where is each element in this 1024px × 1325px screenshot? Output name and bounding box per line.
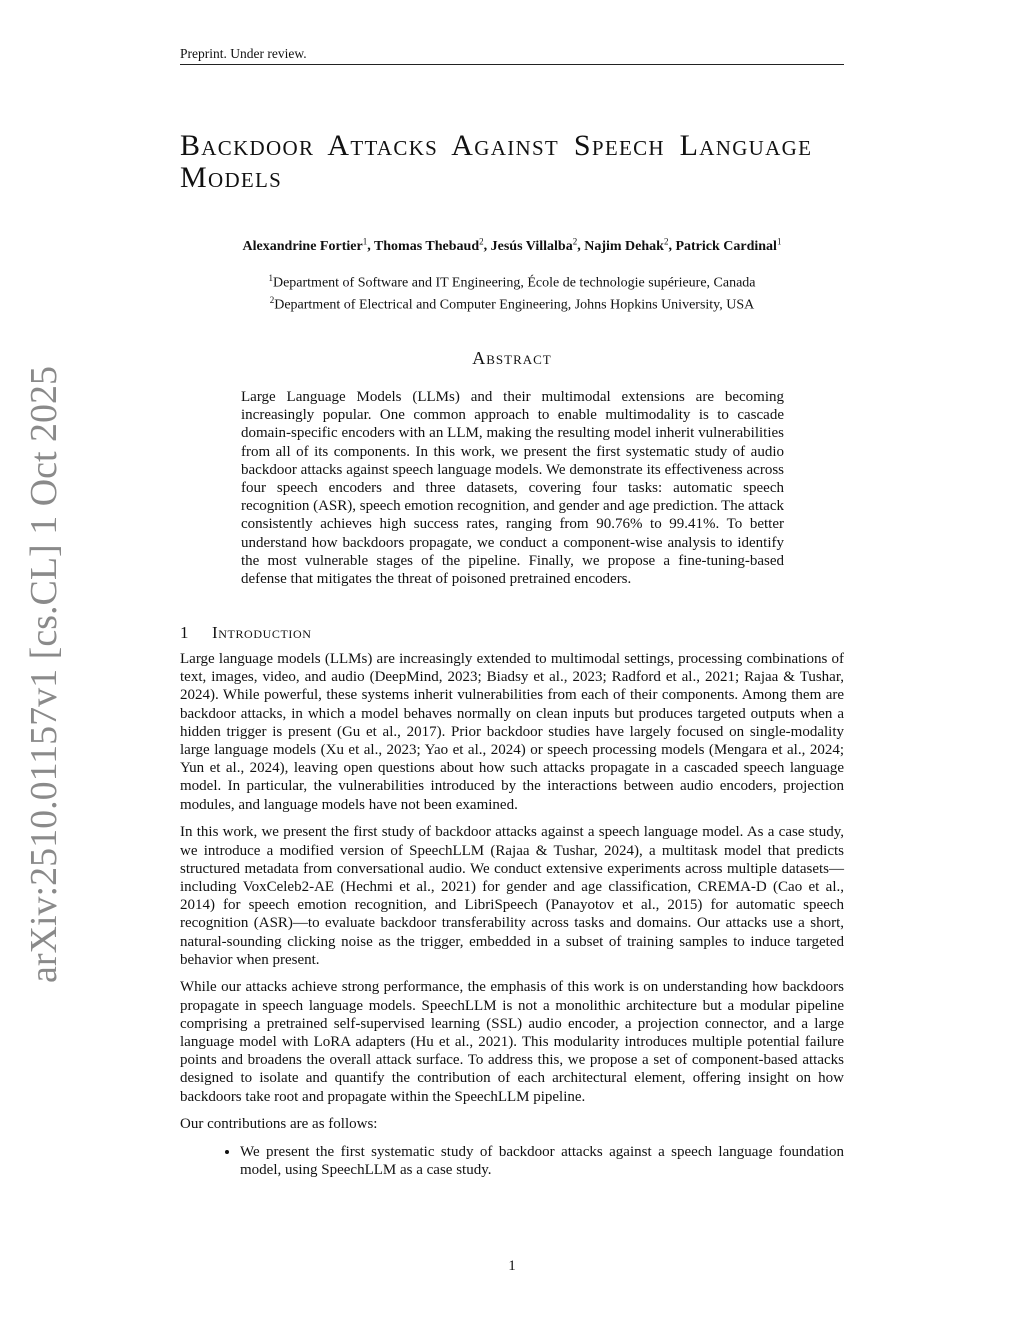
affiliation-text: Department of Electrical and Computer Engineering, Johns Hopkins University, USA	[274, 297, 755, 313]
affiliation-number: 2	[269, 295, 275, 306]
affiliation-number: 1	[268, 273, 273, 283]
abstract-text: Large Language Models (LLMs) and their multimodal extensions are becoming increasingly popular. One common approach to enable multimodality is to cascade domain-specific encoders with an LLM, making the resulting model inherit vulnerabilities from all of its components. In this work, we present the first systematic study of audio backdoor attacks against speech language models. We demonstrate its effectiveness across four speech encoders and three datasets, covering four tasks: automatic speech recognition (ASR), speech emotion recognition, and gender and age prediction. The attack consistently achieves high success rates, ranging from 90.76% to 99.41%. To better understand how backdoors propagate, we conduct a component-wise analysis to identify the most vulnerable stages of the pipeline. Finally, we propose a fine-tuning-based defense that mitigates the threat of poisoned pretrained encoders.	[241, 389, 784, 588]
affiliation	[140, 292, 884, 314]
author-list: Alexandrine Fortier$^1$, Thomas Thebaud$^2$, Jesús Villalba$^2$, Najim Dehak$^2$, Patrick Cardinal$^1$	[242, 236, 782, 254]
author-affiliation-mark: 1	[776, 236, 782, 246]
paragraph: Large language models (LLMs) are increasingly extended to multimodal settings, processing combinations of text, images, video, and audio (DeepMind, 2023; Biadsy et al., 2023; Radford et al., 2021; Rajaa & Tushar, 2024). While powerful, these systems inherit vulnerabilities from each of their components. Among them are backdoor attacks, in which a model behaves normally on clean inputs but produces targeted outputs when a hidden trigger is present (Gu et al., 2017). Prior backdoor studies have largely focused on single-modality large language models (Xu et al., 2023; Yao et al., 2024) or speech processing models (Mengara et al., 2024; Yun et al., 2024), leaving open questions about how such attacks propagate in a cascaded speech language model. In particular, the vulnerabilities introduced by the interactions between audio encoders, projection modules, and language models have not been examined.	[180, 651, 844, 813]
author-name: Thomas Thebaud	[373, 238, 480, 254]
affiliations	[140, 270, 884, 314]
author-affiliation-mark: 2	[572, 236, 578, 246]
abstract-heading: Abstract	[472, 348, 552, 368]
author-name: Alexandrine Fortier	[242, 238, 363, 254]
contribution-list	[180, 1143, 844, 1179]
affiliation	[140, 270, 884, 292]
paragraph: While our attacks achieve strong performance, the emphasis of this work is on understanding how backdoors propagate in speech language models. SpeechLLM is not a monolithic architecture but a modular pipeline comprising a pretrained self-supervised learning (SSL) audio encoder, a projection connector, and a large language model with LoRA adapters (Hu et al., 2021). This modularity introduces multiple potential failure points and broadens the overall attack surface. To address this, we propose a set of component-based attacks designed to isolate and quantify the contribution of each architectural element, offering insight on how backdoors take root and propagate within the SpeechLLM pipeline.	[180, 979, 844, 1105]
author	[490, 236, 578, 254]
author-name: Najim Dehak	[584, 238, 664, 254]
running-head: Preprint. Under review.	[180, 46, 844, 65]
section-number: 1	[180, 623, 190, 642]
author	[242, 236, 368, 254]
section-body	[180, 650, 844, 1179]
section-heading	[180, 623, 844, 643]
author-name: Patrick Cardinal	[675, 238, 777, 254]
list-item: • We present the first systematic study of backdoor attacks against a speech language foundation model, using SpeechLLM as a case study.	[240, 1143, 844, 1179]
arxiv-identifier: arXiv:2510.01157v1 [cs.CL] 1 Oct 2025	[23, 365, 65, 983]
author	[675, 236, 782, 254]
affiliation-text: Department of Software and IT Engineering, École de technologie supérieure, Canada	[272, 275, 756, 291]
section-title: Introduction	[212, 623, 312, 642]
paper-title: Backdoor Attacks Against Speech Language Models	[180, 129, 813, 194]
author-name: Jesús Villalba	[490, 238, 573, 254]
paragraph: In this work, we present the first study of backdoor attacks against a speech language model. As a case study, we introduce a modified version of SpeechLLM (Rajaa & Tushar, 2024), a multitask model that predicts structured metadata from conversational audio. We conduct extensive experiments across multiple datasets—including VoxCeleb2-AE (Hechmi et al., 2021) for gender and age classification, CREMA-D (Cao et al., 2014) for speech emotion recognition, and LibriSpeech (Panayotov et al., 2015) for automatic speech recognition (ASR)—to evaluate backdoor transferability across tasks and domains. Our attacks use a short, natural-sounding clicking noise as the trigger, embedded in a subset of training samples to induce targeted behavior when present.	[180, 824, 844, 968]
author	[373, 236, 484, 254]
author	[584, 236, 669, 254]
author-affiliation-mark: 2	[663, 236, 669, 246]
paragraph: Our contributions are as follows:	[180, 1116, 378, 1133]
author-affiliation-mark: 2	[479, 236, 484, 246]
author-affiliation-mark: 1	[362, 236, 368, 246]
page-number: 1	[508, 1258, 516, 1274]
